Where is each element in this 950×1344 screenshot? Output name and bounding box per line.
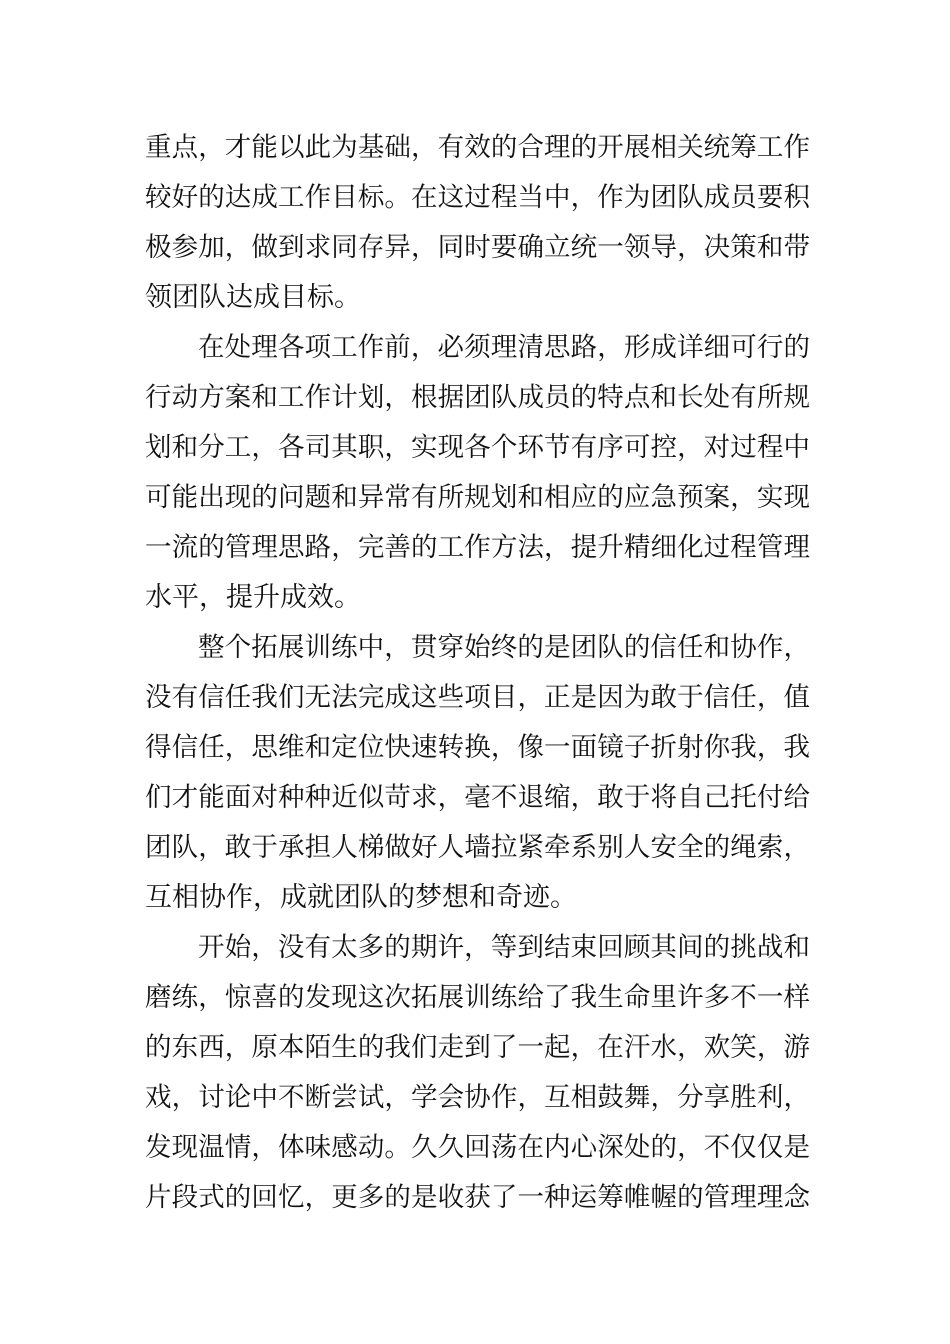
paragraph-4-line-4: 戏，讨论中不断尝试，学会协作，互相鼓舞，分享胜利， [145,1082,810,1113]
paragraph-2-line-6: 水平，提升成效。 [145,582,361,613]
paragraph-2-line-3: 划和分工，各司其职，实现各个环节有序可控，对过程中 [145,432,810,463]
paragraph-2-line-2: 行动方案和工作计划，根据团队成员的特点和长处有所规 [145,382,810,413]
paragraph-3-line-4: 们才能面对种种近似苛求，毫不退缩，敢于将自己托付给 [145,782,810,813]
paragraph-2-line-1: 在处理各项工作前，必须理清思路，形成详细可行的 [198,332,810,363]
paragraph-2-line-4: 可能出现的问题和异常有所规划和相应的应急预案，实现 [145,482,810,513]
paragraph-4-line-2: 磨练，惊喜的发现这次拓展训练给了我生命里许多不一样 [145,982,810,1013]
paragraph-3-line-6: 互相协作，成就团队的梦想和奇迹。 [145,882,577,913]
paragraph-1-line-1: 重点，才能以此为基础，有效的合理的开展相关统筹工作 [145,132,810,163]
paragraph-2-line-5: 一流的管理思路，完善的工作方法，提升精细化过程管理 [145,532,810,563]
paragraph-3-line-2: 没有信任我们无法完成这些项目，正是因为敢于信任，值 [145,682,810,713]
paragraph-1-line-3: 极参加，做到求同存异，同时要确立统一领导，决策和带 [145,232,810,263]
paragraph-1-line-4: 领团队达成目标。 [145,282,361,313]
paragraph-4-line-3: 的东西，原本陌生的我们走到了一起，在汗水，欢笑，游 [145,1032,810,1063]
paragraph-4-line-6: 片段式的回忆，更多的是收获了一种运筹帷幄的管理理念 [145,1182,810,1213]
paragraph-4-line-1: 开始，没有太多的期许，等到结束回顾其间的挑战和 [198,932,810,963]
paragraph-1-line-2: 较好的达成工作目标。在这过程当中，作为团队成员要积 [145,182,810,213]
paragraph-3-line-5: 团队，敢于承担人梯做好人墙拉紧牵系别人安全的绳索， [145,832,810,863]
paragraph-3-line-3: 得信任，思维和定位快速转换，像一面镜子折射你我，我 [145,732,810,763]
paragraph-3-line-1: 整个拓展训练中，贯穿始终的是团队的信任和协作， [198,632,810,663]
paragraph-4-line-5: 发现温情，体味感动。久久回荡在内心深处的，不仅仅是 [145,1132,810,1163]
